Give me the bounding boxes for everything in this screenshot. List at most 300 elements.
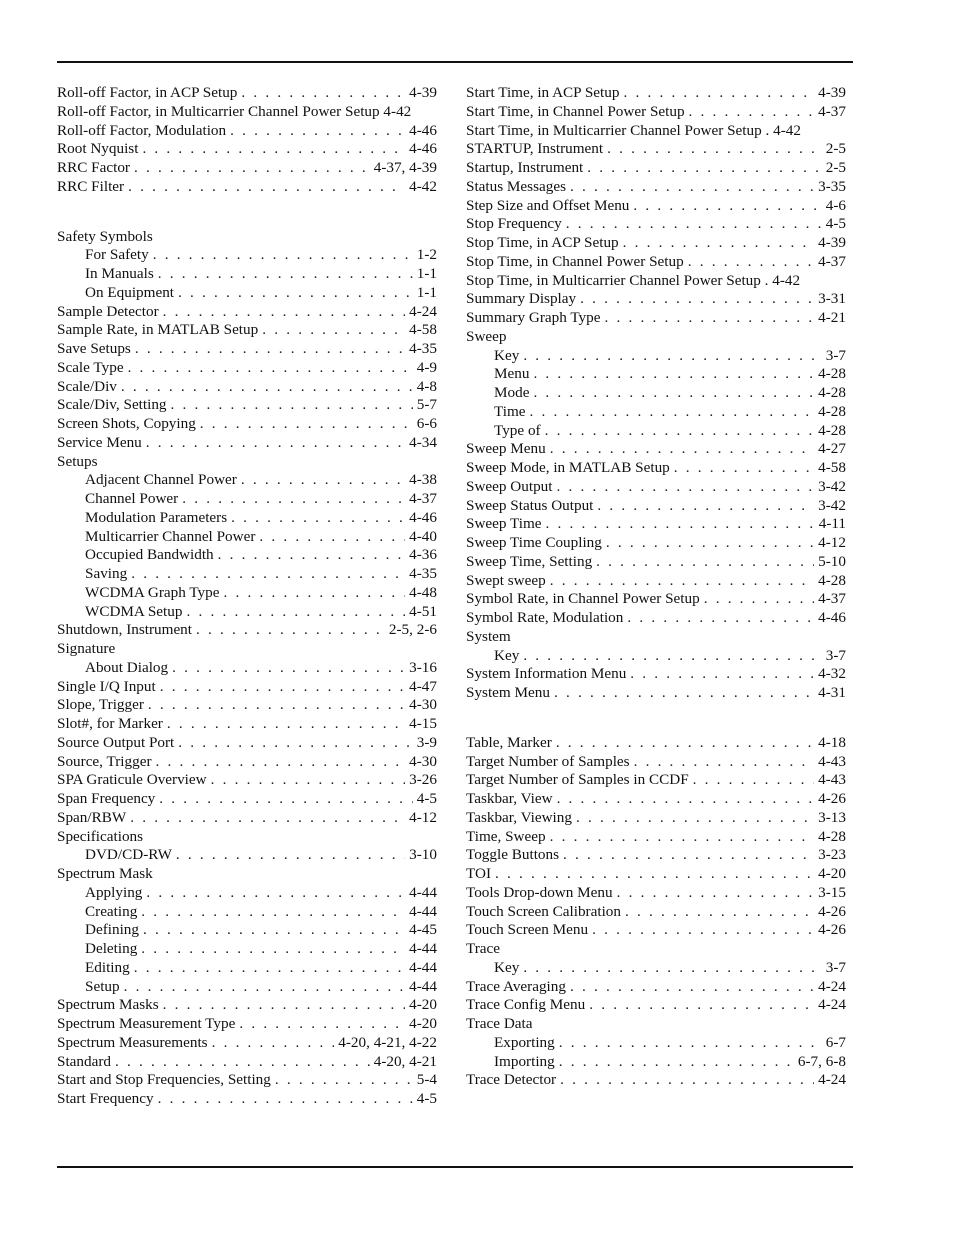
dot-leader — [560, 1071, 814, 1090]
index-column-left — [57, 84, 437, 1109]
section-gap — [57, 197, 437, 228]
entry-label: Adjacent Channel Power — [85, 471, 237, 489]
dot-leader — [262, 321, 405, 340]
entry-label: Screen Shots, Copying — [57, 415, 196, 432]
entry-label: Step Size and Offset Menu — [466, 196, 630, 214]
index-entry — [466, 771, 846, 790]
index-entry — [466, 290, 846, 309]
entry-label: DVD/CD-RW — [85, 846, 172, 864]
dot-leader — [148, 696, 405, 715]
dot-leader — [523, 347, 821, 366]
index-entry — [466, 1071, 846, 1090]
entry-page-ref: 4-27 — [818, 440, 846, 458]
entry-label: Roll-off Factor, Modulation — [57, 121, 227, 139]
entry-label: Applying — [85, 883, 143, 901]
entry-label: Scale Type — [57, 358, 124, 376]
index-subentry — [466, 959, 846, 978]
entry-page-ref: 4-26 — [818, 902, 846, 920]
entry-label: Sweep Status Output — [466, 496, 594, 514]
index-heading: Signature — [57, 640, 116, 657]
index-entry — [466, 609, 846, 628]
index-entry — [57, 1090, 437, 1109]
index-entry — [57, 122, 437, 141]
entry-label: Sweep Mode, in MATLAB Setup — [466, 459, 670, 476]
index-entry — [57, 753, 437, 772]
entry-label: Summary Display — [466, 290, 577, 308]
entry-label: Stop Time, in Channel Power Setup — [466, 252, 684, 270]
dot-leader — [495, 865, 814, 884]
top-rule — [57, 61, 853, 63]
entry-label: Toggle Buttons — [466, 846, 560, 864]
entry-label: STARTUP, Instrument — [466, 140, 604, 158]
entry-page-ref: 4-37 — [818, 590, 846, 608]
entry-page-ref: 4-28 — [818, 402, 846, 420]
dot-leader — [160, 678, 405, 697]
index-entry-wrapped: Roll-off Factor, in Multicarrier Channel Power Setup 4-42 — [57, 102, 412, 120]
dot-leader — [597, 497, 814, 516]
index-entry — [466, 884, 846, 903]
index-subentry — [57, 246, 437, 265]
entry-label: System Menu — [466, 684, 550, 701]
index-entry — [466, 684, 846, 703]
entry-label: TOI — [466, 865, 492, 882]
dot-leader — [200, 415, 413, 434]
dot-leader — [557, 790, 815, 809]
index-entry — [466, 309, 846, 328]
index-entry — [57, 715, 437, 734]
entry-label: Span Frequency — [57, 790, 156, 807]
index-entry — [57, 996, 437, 1015]
index-entry — [466, 790, 846, 809]
index-entry — [466, 215, 846, 234]
index-entry — [57, 415, 437, 434]
dot-leader — [218, 546, 406, 565]
index-subentry — [466, 365, 846, 384]
dot-leader — [625, 903, 814, 922]
dot-leader — [559, 1053, 794, 1072]
index-entry — [57, 1053, 437, 1072]
index-entry — [57, 696, 437, 715]
index-subentry — [466, 422, 846, 441]
entry-page-ref: 4-28 — [818, 384, 846, 401]
dot-leader — [141, 903, 405, 922]
entry-page-ref: 4-39 — [818, 234, 846, 251]
index-subentry — [57, 528, 437, 547]
entry-page-ref: 4-28 — [818, 421, 846, 439]
index-entry — [466, 665, 846, 684]
index-entry — [466, 865, 846, 884]
index-subentry — [57, 284, 437, 303]
index-entry — [466, 978, 846, 997]
entry-page-ref: 4-44 — [409, 940, 437, 957]
dot-leader — [587, 159, 821, 178]
entry-label: Touch Screen Calibration — [466, 902, 621, 920]
entry-label: In Manuals — [85, 265, 154, 282]
entry-page-ref: 4-15 — [409, 715, 437, 732]
index-entry — [466, 478, 846, 497]
entry-page-ref: 4-43 — [818, 752, 846, 770]
entry-page-ref: 5-7 — [416, 396, 437, 414]
dot-leader — [554, 684, 814, 703]
dot-leader — [159, 790, 412, 809]
dot-leader — [623, 84, 814, 103]
entry-label: For Safety — [85, 246, 149, 264]
entry-label: Editing — [85, 958, 130, 976]
entry-label: Multicarrier Channel Power — [85, 527, 256, 545]
entry-page-ref: 4-32 — [818, 665, 846, 683]
entry-label: RRC Filter — [57, 177, 125, 195]
index-entry — [57, 790, 437, 809]
entry-page-ref: 6-7, 6-8 — [797, 1052, 846, 1070]
entry-label: RRC Factor — [57, 159, 130, 176]
dot-leader — [550, 572, 814, 591]
index-entry — [466, 996, 846, 1015]
entry-page-ref: 4-24 — [818, 996, 846, 1014]
entry-label: Sweep Menu — [466, 440, 546, 458]
index-subentry — [57, 490, 437, 509]
index-subentry — [466, 1053, 846, 1072]
entry-label: Source, Trigger — [57, 752, 152, 770]
index-entry — [57, 621, 437, 640]
entry-label: Time — [494, 402, 526, 420]
index-entry — [466, 159, 846, 178]
entry-label: Start Time, in Channel Power Setup — [466, 102, 685, 120]
entry-page-ref: 4-44 — [409, 902, 437, 920]
entry-page-ref: 4-20, 4-21, 4-22 — [338, 1033, 437, 1051]
entry-page-ref: 2-5 — [825, 140, 846, 158]
entry-label: Scale/Div, Setting — [57, 396, 167, 414]
index-entry-wrapped: Stop Time, in Multicarrier Channel Power Setup . 4-42 — [466, 271, 801, 289]
bottom-rule — [57, 1166, 853, 1168]
entry-page-ref: 2-5 — [825, 159, 846, 176]
dot-leader — [163, 996, 405, 1015]
dot-leader — [158, 265, 413, 284]
dot-leader — [630, 665, 814, 684]
entry-page-ref: 4-28 — [818, 571, 846, 589]
entry-page-ref: 4-37, 4-39 — [373, 159, 437, 176]
entry-page-ref: 3-7 — [825, 646, 846, 664]
entry-label: Startup, Instrument — [466, 159, 584, 176]
entry-page-ref: 6-7 — [825, 1033, 846, 1051]
entry-page-ref: 1-1 — [416, 265, 437, 282]
entry-page-ref: 4-37 — [818, 252, 846, 270]
index-subentry — [466, 403, 846, 422]
index-entry — [466, 846, 846, 865]
index-heading: Spectrum Mask — [57, 865, 153, 882]
entry-page-ref: 4-28 — [818, 827, 846, 845]
entry-page-ref: 4-43 — [818, 771, 846, 789]
entry-page-ref: 4-45 — [409, 921, 437, 939]
index-column-right — [466, 84, 846, 1090]
index-entry — [57, 378, 437, 397]
entry-page-ref: 4-31 — [818, 684, 846, 701]
entry-label: Stop Frequency — [466, 215, 562, 233]
entry-label: Deleting — [85, 940, 138, 957]
entry-page-ref: 4-48 — [409, 583, 437, 601]
entry-label: Source Output Port — [57, 733, 175, 751]
dot-leader — [146, 884, 405, 903]
entry-label: Service Menu — [57, 433, 142, 451]
entry-label: Target Number of Samples in CCDF — [466, 771, 689, 789]
index-heading: System — [466, 627, 511, 645]
index-heading: Trace — [466, 940, 501, 957]
index-entry — [466, 497, 846, 516]
entry-label: Trace Config Menu — [466, 996, 586, 1014]
index-subentry — [57, 884, 437, 903]
dot-leader — [212, 1034, 335, 1053]
dot-leader — [688, 253, 814, 272]
entry-label: Touch Screen Menu — [466, 921, 589, 939]
dot-leader — [178, 734, 412, 753]
entry-label: Creating — [85, 902, 138, 920]
entry-page-ref: 4-26 — [818, 921, 846, 939]
entry-page-ref: 4-37 — [818, 102, 846, 120]
dot-leader — [606, 534, 814, 553]
dot-leader — [566, 215, 822, 234]
entry-page-ref: 4-28 — [818, 365, 846, 383]
entry-label: Status Messages — [466, 177, 566, 195]
entry-label: Setup — [85, 977, 120, 995]
entry-page-ref: 4-9 — [416, 358, 437, 376]
dot-leader — [121, 378, 413, 397]
dot-leader — [559, 1034, 822, 1053]
dot-leader — [128, 178, 405, 197]
index-subentry — [57, 959, 437, 978]
index-entry — [57, 359, 437, 378]
entry-label: Swept sweep — [466, 571, 546, 589]
entry-label: Spectrum Measurements — [57, 1033, 208, 1051]
entry-label: Symbol Rate, Modulation — [466, 609, 624, 626]
index-entry — [466, 459, 846, 478]
entry-page-ref: 3-7 — [825, 346, 846, 364]
dot-leader — [580, 290, 814, 309]
entry-label: SPA Graticule Overview — [57, 771, 207, 789]
entry-label: Saving — [85, 565, 128, 582]
dot-leader — [550, 828, 815, 847]
entry-page-ref: 3-15 — [818, 883, 846, 901]
dot-leader — [172, 659, 405, 678]
entry-label: Sweep Output — [466, 477, 553, 495]
index-subentry — [466, 347, 846, 366]
index-subentry — [57, 921, 437, 940]
entry-page-ref: 4-39 — [818, 84, 846, 101]
entry-label: Single I/Q Input — [57, 677, 156, 695]
entry-page-ref: 3-31 — [818, 290, 846, 308]
index-entry — [466, 809, 846, 828]
entry-page-ref: 4-5 — [416, 790, 437, 807]
dot-leader — [231, 509, 405, 528]
entry-page-ref: 4-58 — [409, 321, 437, 339]
entry-label: Spectrum Measurement Type — [57, 1015, 236, 1032]
dot-leader — [146, 434, 405, 453]
dot-leader — [163, 303, 406, 322]
entry-page-ref: 4-37 — [409, 490, 437, 507]
dot-leader — [141, 940, 405, 959]
dot-leader — [275, 1071, 413, 1090]
dot-leader — [530, 403, 815, 422]
entry-page-ref: 4-8 — [416, 377, 437, 395]
index-heading: Specifications — [57, 827, 144, 845]
entry-page-ref: 4-24 — [409, 302, 437, 320]
index-entry — [466, 84, 846, 103]
entry-page-ref: 3-16 — [409, 658, 437, 676]
entry-page-ref: 3-7 — [825, 958, 846, 976]
entry-page-ref: 6-6 — [416, 415, 437, 432]
entry-page-ref: 4-39 — [409, 84, 437, 101]
index-entry — [466, 234, 846, 253]
entry-label: Save Setups — [57, 340, 131, 357]
entry-label: Sample Detector — [57, 302, 159, 320]
index-heading: Sweep — [466, 327, 507, 345]
index-subentry — [57, 903, 437, 922]
entry-label: On Equipment — [85, 283, 175, 301]
entry-page-ref: 4-40 — [409, 527, 437, 545]
index-entry — [57, 178, 437, 197]
dot-leader — [523, 959, 821, 978]
index-entry — [57, 809, 437, 828]
index-entry — [466, 590, 846, 609]
index-subentry — [57, 565, 437, 584]
entry-label: Root Nyquist — [57, 140, 139, 158]
entry-page-ref: 4-44 — [409, 883, 437, 901]
entry-page-ref: 4-46 — [409, 140, 437, 158]
index-subentry — [57, 584, 437, 603]
entry-label: Modulation Parameters — [85, 508, 228, 526]
dot-leader — [604, 309, 814, 328]
index-entry — [466, 921, 846, 940]
entry-label: Time, Sweep — [466, 827, 546, 845]
index-entry — [57, 434, 437, 453]
dot-leader — [546, 515, 815, 534]
index-entry — [57, 321, 437, 340]
dot-leader — [153, 246, 413, 265]
index-entry — [466, 515, 846, 534]
index-entry — [466, 572, 846, 591]
entry-label: Standard — [57, 1052, 111, 1070]
entry-label: Key — [494, 346, 520, 364]
entry-label: Tools Drop-down Menu — [466, 883, 613, 901]
entry-label: Sample Rate, in MATLAB Setup — [57, 321, 259, 339]
entry-label: Stop Time, in ACP Setup — [466, 234, 619, 251]
dot-leader — [634, 753, 815, 772]
entry-page-ref: 4-44 — [409, 977, 437, 995]
dot-leader — [124, 978, 406, 997]
dot-leader — [523, 647, 821, 666]
entry-label: Trace Averaging — [466, 977, 566, 995]
entry-page-ref: 4-46 — [409, 508, 437, 526]
entry-page-ref: 3-10 — [409, 846, 437, 864]
index-entry — [57, 140, 437, 159]
entry-page-ref: 4-46 — [818, 609, 846, 626]
entry-page-ref: 4-36 — [409, 546, 437, 564]
entry-label: Defining — [85, 921, 139, 939]
entry-label: System Information Menu — [466, 665, 627, 683]
dot-leader — [674, 459, 814, 478]
index-subentry — [57, 471, 437, 490]
index-subentry — [57, 978, 437, 997]
entry-label: Start Frequency — [57, 1090, 154, 1107]
entry-label: Shutdown, Instrument — [57, 621, 192, 639]
index-entry — [57, 159, 437, 178]
index-entry — [57, 340, 437, 359]
index-entry — [57, 1015, 437, 1034]
index-entry — [466, 553, 846, 572]
dot-leader — [135, 340, 405, 359]
index-entry — [57, 396, 437, 415]
index-subentry — [466, 647, 846, 666]
index-subentry — [57, 265, 437, 284]
entry-label: WCDMA Setup — [85, 602, 183, 620]
dot-leader — [171, 396, 413, 415]
dot-leader — [196, 621, 385, 640]
entry-page-ref: 4-20 — [409, 1015, 437, 1032]
entry-label: Occupied Bandwidth — [85, 546, 214, 564]
dot-leader — [167, 715, 405, 734]
entry-page-ref: 4-51 — [409, 602, 437, 620]
dot-leader — [689, 103, 815, 122]
entry-page-ref: 1-1 — [416, 283, 437, 301]
entry-label: Start Time, in ACP Setup — [466, 84, 620, 101]
entry-page-ref: 3-42 — [818, 477, 846, 495]
entry-label: About Dialog — [85, 658, 169, 676]
entry-label: Exporting — [494, 1033, 555, 1051]
entry-label: Trace Detector — [466, 1071, 557, 1089]
dot-leader — [556, 734, 814, 753]
entry-label: Span/RBW — [57, 808, 127, 826]
entry-page-ref: 4-12 — [818, 534, 846, 551]
index-subentry — [57, 940, 437, 959]
index-subentry — [57, 846, 437, 865]
entry-page-ref: 4-46 — [409, 121, 437, 139]
index-entry — [466, 734, 846, 753]
entry-label: Scale/Div — [57, 377, 117, 395]
entry-label: Mode — [494, 384, 530, 401]
entry-label: Start and Stop Frequencies, Setting — [57, 1071, 271, 1089]
entry-label: Sweep Time — [466, 515, 542, 533]
dot-leader — [211, 771, 406, 790]
entry-page-ref: 2-5, 2-6 — [388, 621, 437, 639]
index-entry — [466, 534, 846, 553]
index-entry — [466, 753, 846, 772]
dot-leader — [128, 359, 413, 378]
dot-leader — [186, 603, 405, 622]
dot-leader — [627, 609, 814, 628]
entry-page-ref: 4-42 — [409, 177, 437, 195]
dot-leader — [693, 771, 815, 790]
dot-leader — [570, 178, 814, 197]
index-entry — [57, 1034, 437, 1053]
entry-label: Menu — [494, 365, 530, 383]
dot-leader — [556, 478, 814, 497]
index-heading: Setups — [57, 452, 98, 470]
index-entry — [466, 178, 846, 197]
index-entry — [57, 734, 437, 753]
entry-page-ref: 4-30 — [409, 752, 437, 770]
index-entry — [57, 1071, 437, 1090]
index-subentry — [57, 509, 437, 528]
entry-page-ref: 4-11 — [818, 515, 846, 533]
index-entry — [466, 828, 846, 847]
dot-leader — [563, 846, 814, 865]
entry-label: Sweep Time, Setting — [466, 552, 593, 570]
index-heading: Trace Data — [466, 1015, 533, 1032]
entry-label: Importing — [494, 1052, 555, 1070]
index-entry — [57, 84, 437, 103]
dot-leader — [570, 978, 814, 997]
index-entry — [57, 678, 437, 697]
entry-page-ref: 4-18 — [818, 733, 846, 751]
index-heading: Safety Symbols — [57, 227, 153, 245]
